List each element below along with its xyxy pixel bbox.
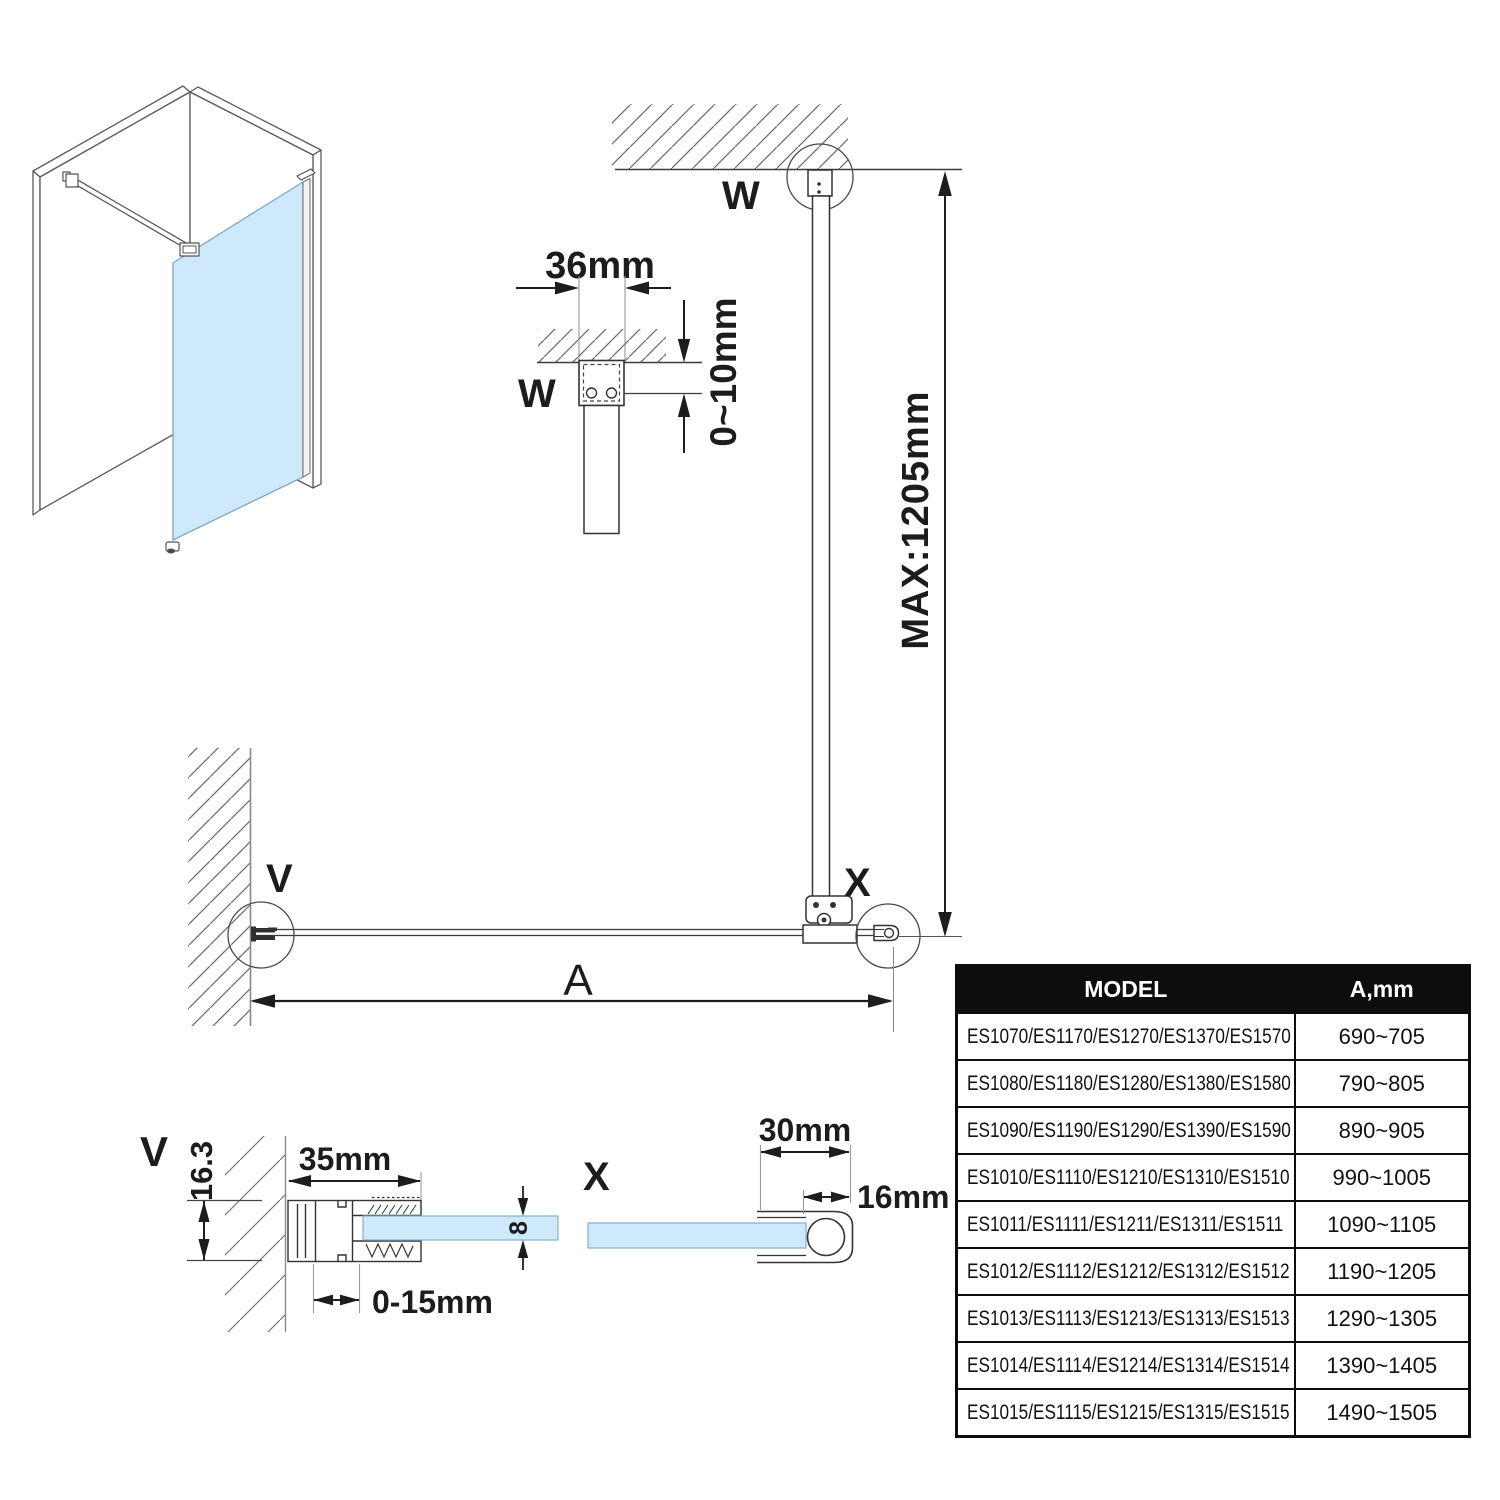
top-wall-hatch bbox=[612, 104, 848, 169]
table-row bbox=[957, 1295, 1470, 1342]
col-header-model-label: MODEL bbox=[1084, 976, 1168, 1002]
detail-x-section bbox=[583, 1112, 950, 1263]
model-text: ES1090/ES1190/ES1290/ES1390/ES1590 bbox=[967, 1118, 1291, 1142]
arrowhead bbox=[803, 1192, 822, 1203]
model-text: ES1080/ES1180/ES1280/ES1380/ES1580 bbox=[967, 1071, 1291, 1095]
col-header-model bbox=[957, 966, 1295, 1014]
a-cell: 1290~1305 bbox=[1295, 1295, 1470, 1342]
model-cell bbox=[957, 1248, 1295, 1295]
glass-plan bbox=[251, 930, 875, 936]
bracket-screw-hole bbox=[607, 388, 617, 398]
model-spec-table bbox=[955, 964, 1471, 1438]
label-dim-30mm: 30mm bbox=[758, 1112, 852, 1148]
model-text: ES1011/ES1111/ES1211/ES1311/ES1511 bbox=[967, 1212, 1284, 1236]
model-text: ES1070/ES1170/ES1270/ES1370/ES1570 bbox=[967, 1024, 1291, 1048]
detail-v-section bbox=[140, 1128, 558, 1332]
a-cell: 1090~1105 bbox=[1295, 1201, 1470, 1248]
label-x-plan: X bbox=[844, 861, 871, 905]
v-profile-jaw-bottom bbox=[256, 936, 275, 941]
bracket-screw bbox=[817, 182, 821, 186]
label-dim-35mm: 35mm bbox=[298, 1141, 392, 1177]
arrowhead bbox=[518, 1198, 528, 1216]
arrowhead bbox=[938, 171, 952, 196]
model-cell bbox=[957, 1060, 1295, 1107]
a-cell: 890~905 bbox=[1295, 1107, 1470, 1154]
label-dim-a: A bbox=[563, 956, 593, 1005]
table-row bbox=[957, 1154, 1470, 1201]
model-cell bbox=[957, 1295, 1295, 1342]
bar-wall-bracket-body bbox=[66, 174, 78, 187]
a-cell: 790~805 bbox=[1295, 1060, 1470, 1107]
label-dim-0-15mm: 0-15mm bbox=[372, 1284, 493, 1320]
arrowhead bbox=[198, 1239, 209, 1260]
hinge-screw bbox=[813, 902, 819, 908]
bracket-detail bbox=[579, 361, 624, 406]
a-cell: 1490~1505 bbox=[1295, 1389, 1470, 1437]
model-cell bbox=[957, 1107, 1295, 1154]
table-row bbox=[957, 1342, 1470, 1389]
col-header-a bbox=[1295, 966, 1470, 1014]
arrowhead bbox=[831, 1192, 850, 1203]
table-row bbox=[957, 1107, 1470, 1154]
model-cell bbox=[957, 1154, 1295, 1201]
model-cell bbox=[957, 1201, 1295, 1248]
arrowhead bbox=[314, 1295, 334, 1306]
bar-detail bbox=[584, 406, 619, 534]
label-dim-16mm: 16mm bbox=[857, 1179, 950, 1215]
label-w-plan: W bbox=[722, 174, 760, 218]
label-dim-8: 8 bbox=[505, 1221, 533, 1235]
right-wall-side-edge bbox=[313, 150, 321, 488]
model-text: ES1010/ES1110/ES1210/ES1310/ES1510 bbox=[967, 1165, 1290, 1189]
model-text: ES1015/ES1115/ES1215/ES1315/ES1515 bbox=[967, 1400, 1290, 1424]
table-row bbox=[957, 1248, 1470, 1295]
arrowhead bbox=[678, 339, 690, 363]
label-dim-16-3: 16.3 bbox=[184, 1140, 219, 1202]
model-cell bbox=[957, 1389, 1295, 1437]
a-cell: 690~705 bbox=[1295, 1013, 1470, 1060]
a-cell: 990~1005 bbox=[1295, 1154, 1470, 1201]
label-v-section: V bbox=[140, 1128, 169, 1175]
table-row bbox=[957, 1013, 1470, 1060]
label-w-detail: W bbox=[518, 372, 556, 416]
ceiling-hatch-detail bbox=[538, 329, 666, 362]
arrowhead bbox=[868, 994, 893, 1008]
support-bar-plan bbox=[813, 196, 830, 897]
arrowhead bbox=[938, 912, 952, 937]
model-text: ES1014/ES1114/ES1214/ES1314/ES1514 bbox=[967, 1353, 1290, 1377]
bracket-screw bbox=[817, 190, 821, 194]
col-header-a-label: A,mm bbox=[1349, 976, 1414, 1002]
arrowhead bbox=[198, 1201, 209, 1222]
left-wall-side-edge bbox=[33, 171, 40, 515]
spring-clip bbox=[366, 1244, 413, 1257]
glass-section-x bbox=[588, 1223, 806, 1248]
bottom-holder-cap bbox=[167, 549, 175, 554]
glass-edge-profile bbox=[303, 179, 310, 478]
label-dim-max: MAX:1205mm bbox=[895, 390, 937, 650]
table-row bbox=[957, 1201, 1470, 1248]
arrowhead bbox=[398, 1175, 421, 1187]
a-cell: 1390~1405 bbox=[1295, 1342, 1470, 1389]
table-row bbox=[957, 1389, 1470, 1437]
hinge-screw bbox=[830, 902, 836, 908]
bar-glass-clamp-inner bbox=[183, 246, 196, 253]
isometric-view bbox=[33, 86, 321, 554]
table-row bbox=[957, 1060, 1470, 1107]
hinge-pivot-pin bbox=[822, 918, 827, 923]
wall-hatch-v bbox=[225, 1136, 285, 1332]
v-profile-block bbox=[251, 927, 256, 942]
arrowhead bbox=[518, 1240, 528, 1258]
label-dim-0-10mm: 0~10mm bbox=[703, 297, 744, 447]
arrowhead bbox=[678, 394, 690, 418]
arrowhead bbox=[340, 1295, 360, 1306]
v-profile-lip bbox=[268, 928, 277, 932]
model-cell bbox=[957, 1342, 1295, 1389]
label-v-plan: V bbox=[266, 857, 293, 901]
model-text: ES1012/ES1112/ES1212/ES1312/ES1512 bbox=[967, 1259, 1290, 1283]
model-cell bbox=[957, 1013, 1295, 1060]
label-dim-36mm: 36mm bbox=[545, 245, 655, 287]
model-text: ES1013/ES1113/ES1213/ES1313/ES1513 bbox=[967, 1306, 1290, 1330]
bracket-screw-hole bbox=[587, 388, 597, 398]
wedge-serrations bbox=[368, 1205, 416, 1214]
end-profile-tube bbox=[885, 929, 894, 938]
table-header-row bbox=[957, 966, 1470, 1014]
profile-tube-section bbox=[808, 1219, 845, 1256]
detail-w-enlarged bbox=[516, 245, 744, 534]
a-cell: 1190~1205 bbox=[1295, 1248, 1470, 1295]
label-x-section: X bbox=[583, 1155, 610, 1199]
left-wall-hatch bbox=[188, 748, 250, 1026]
arrowhead bbox=[250, 994, 275, 1008]
glass-clamp-plan bbox=[803, 925, 857, 943]
